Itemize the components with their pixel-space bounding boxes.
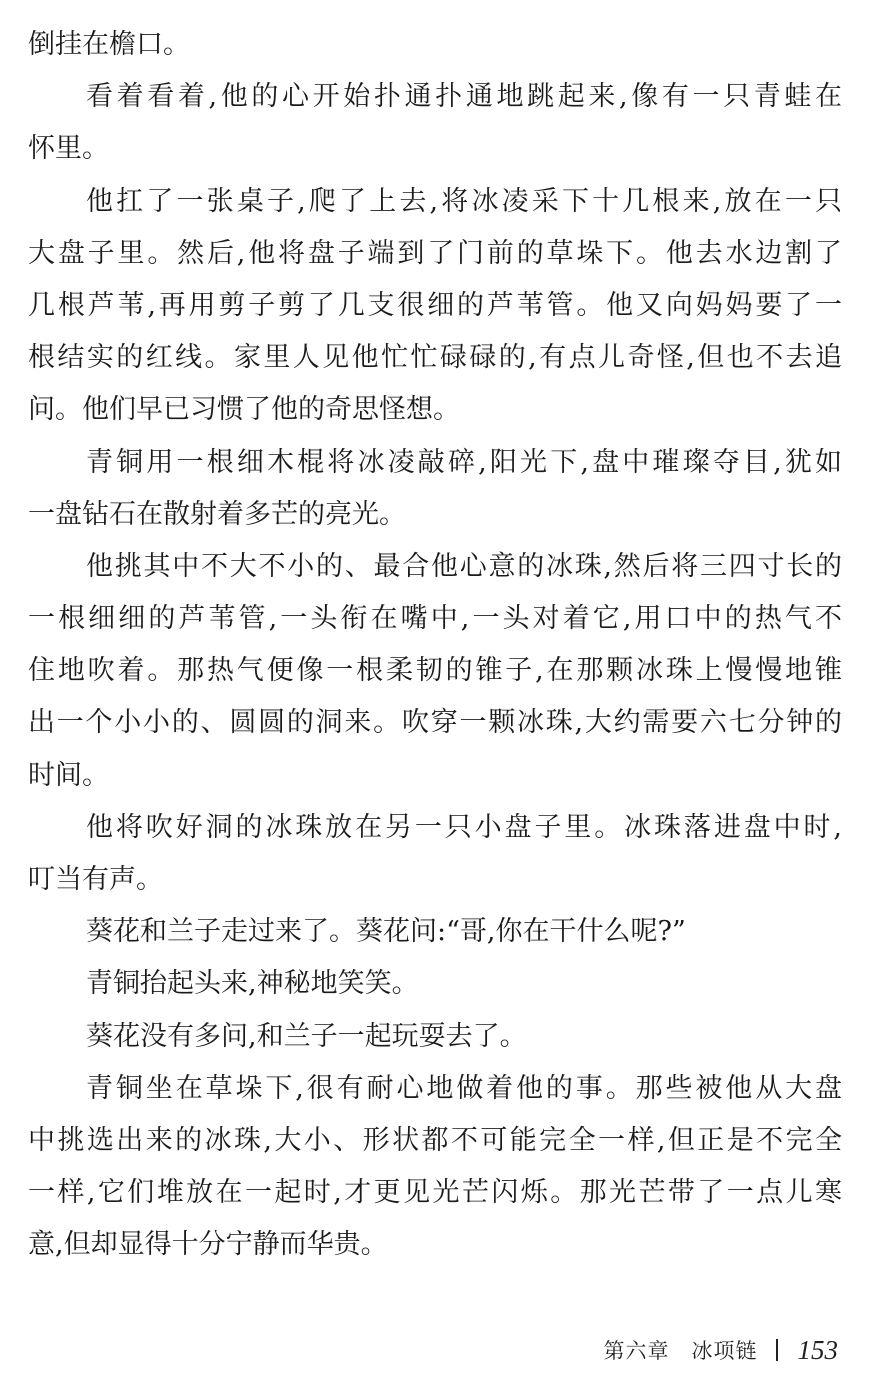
page-number: 153 <box>797 1334 838 1365</box>
chapter-label: 第六章 <box>603 1339 670 1363</box>
text-line: 出一个小小的、圆圆的洞来。吹穿一颗冰珠,大约需要六七分钟的 <box>28 707 842 739</box>
text-line: 大盘子里。然后,他将盘子端到了门前的草垛下。他去水边割了 <box>28 237 842 269</box>
text-line: 葵花没有多问,和兰子一起玩耍去了。 <box>86 1020 527 1052</box>
text-line: 几根芦苇,再用剪子剪了几支很细的芦苇管。他又向妈妈要了一 <box>28 289 842 321</box>
text-line: 他将吹好洞的冰珠放在另一只小盘子里。冰珠落进盘中时, <box>86 811 842 843</box>
body-text <box>28 19 842 1272</box>
text-line: 意,但却显得十分宁静而华贵。 <box>28 1229 388 1261</box>
text-line: 倒挂在檐口。 <box>28 29 190 60</box>
text-line: 青铜用一根细木棍将冰凌敲碎,阳光下,盘中璀璨夺目,犹如 <box>86 446 842 478</box>
text-line: 他扛了一张桌子,爬了上去,将冰凌采下十几根来,放在一只 <box>86 185 842 217</box>
paragraph <box>28 1011 842 1063</box>
text-line: 青铜抬起头来,神秘地笑笑。 <box>86 968 419 1000</box>
text-line: 看着看着,他的心开始扑通扑通地跳起来,像有一只青蛙在 <box>86 81 842 113</box>
paragraph <box>28 19 842 71</box>
text-line: 一根细细的芦苇管,一头衔在嘴中,一头对着它,用口中的热气不 <box>28 603 842 635</box>
text-line: 他挑其中不大不小的、最合他心意的冰珠,然后将三四寸长的 <box>86 550 842 582</box>
paragraph <box>28 176 842 437</box>
footer-divider <box>776 1339 778 1361</box>
paragraph <box>28 437 842 541</box>
paragraph <box>28 1063 842 1272</box>
paragraph <box>28 906 842 958</box>
text-line: 青铜坐在草垛下,很有耐心地做着他的事。那些被他从大盘 <box>86 1072 842 1104</box>
paragraph <box>28 802 842 906</box>
paragraph <box>28 541 842 802</box>
text-line: 中挑选出来的冰珠,大小、形状都不可能完全一样,但正是不完全 <box>28 1124 842 1156</box>
text-line: 问。他们早已习惯了他的奇思怪想。 <box>28 394 460 426</box>
text-line: 根结实的红线。家里人见他忙忙碌碌的,有点儿奇怪,但也不去追 <box>28 342 842 374</box>
text-line: 一盘钻石在散射着多芒的亮光。 <box>28 498 406 530</box>
text-line: 时间。 <box>28 759 109 791</box>
text-line: 住地吹着。那热气便像一根柔韧的锥子,在那颗冰珠上慢慢地锥 <box>28 655 842 687</box>
text-line: 一样,它们堆放在一起时,才更见光芒闪烁。那光芒带了一点儿寒 <box>28 1177 842 1209</box>
text-line: 怀里。 <box>28 133 109 165</box>
text-line: 叮当有声。 <box>28 864 163 895</box>
page-footer <box>604 1332 839 1368</box>
paragraph <box>28 958 842 1010</box>
paragraph <box>28 71 842 175</box>
text-line: 葵花和兰子走过来了。葵花问:“哥,你在干什么呢?” <box>86 916 686 948</box>
chapter-title: 冰项链 <box>691 1339 758 1363</box>
